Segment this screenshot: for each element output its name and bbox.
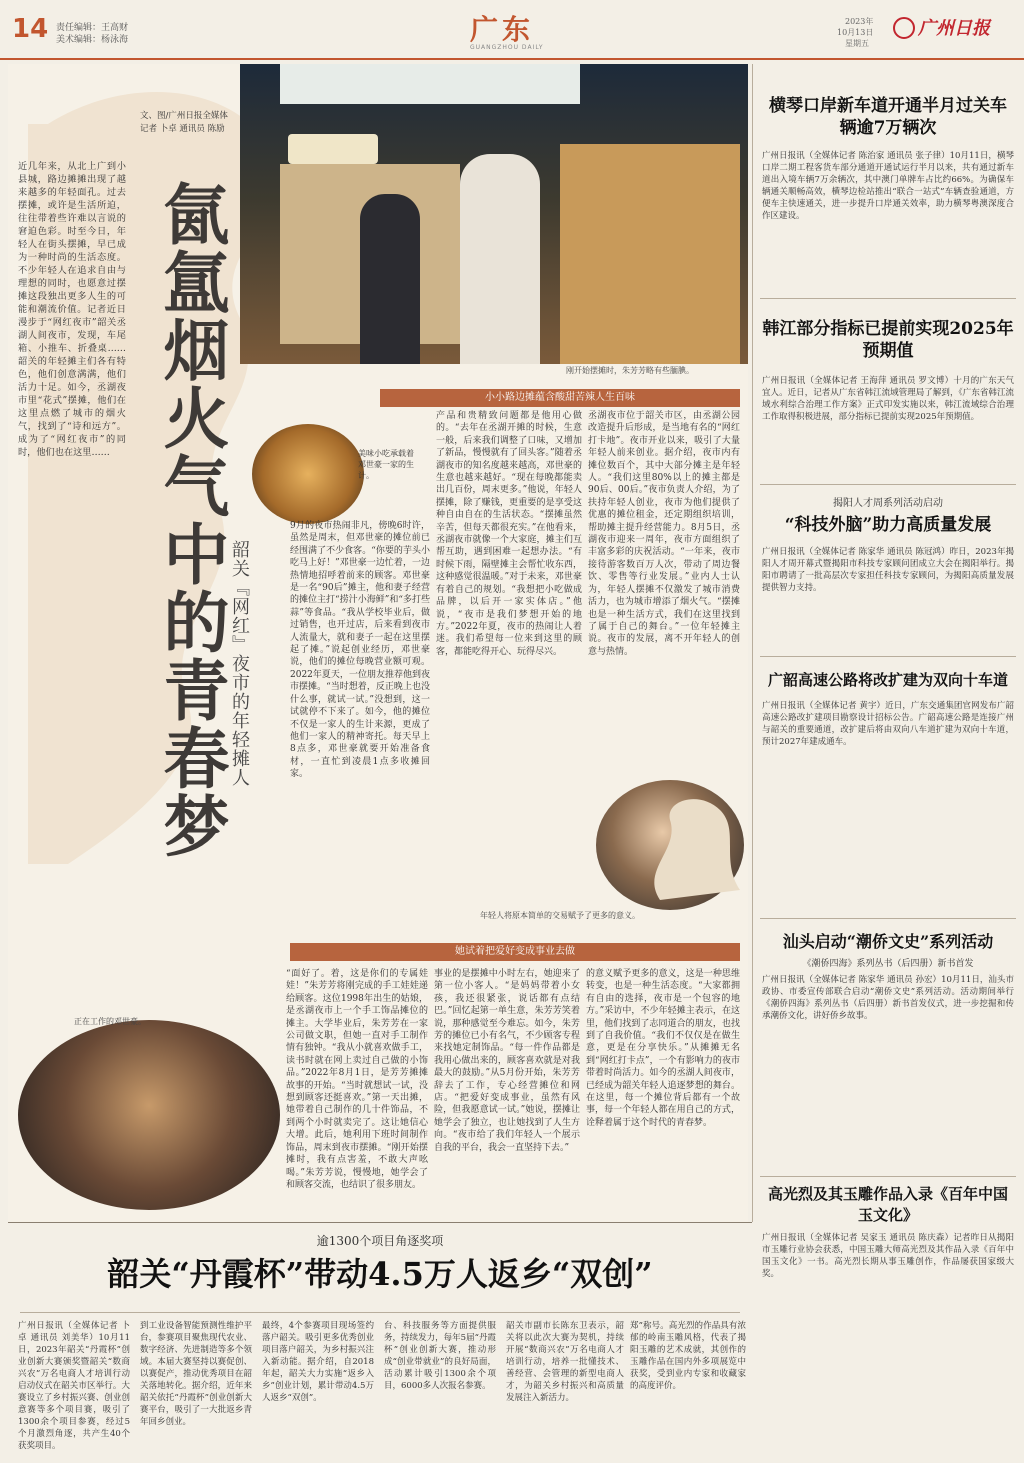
bottom-col-4: 台、科技服务等方面提供服务，持续发力，每年5届“丹霞杯”创业创新大赛，推动形成“创业带就业”的良好局面，活动累计吸引1300余个项目，6000多人次报名参赛。 <box>384 1321 496 1391</box>
page-number: 14 <box>12 14 49 44</box>
article-5-title: 汕头启动“潮侨文史”系列活动 <box>782 932 994 951</box>
article-4-body: 广州日报讯（全媒体记者 黄宇）近日，广东交通集团官网发布广韶高速公路改扩建项目勘察设计招标公告。广韶高速公路是连接广州与韶关的重要通道，改扩建后将由双向八车道扩建为双向十车道，预计2027年建成通车。 <box>762 701 1014 747</box>
masthead-divider <box>0 58 1024 60</box>
feature-col-3: 丞湖夜市位于韶关市区，由丞湖公园改造提升后形成，是当地有名的“网红打卡地”。夜市开业以来，吸引了大量年轻人前来创业。据介绍，夜市内有摊位数百个，其中大部分摊主是年轻人。“我们这里80%以上的摊主都是90后、00后。”夜市负责人介绍，为了扶持年轻人创业，夜市为他们提供了优惠的摊位租金，还定期组织培训，帮助摊主提升经营能力。8月5日，丞湖夜市迎来一周年，夜市方面组织了丰富多彩的庆祝活动。“一年来，夜市接待游客数百万人次，带动了周边餐饮、零售等行业发展。”业内人士认为，年轻人摆摊不仅激发了城市消费活力，也为城市增添了烟火气。“摆摊也是一种生活方式，我们在这里找到了属于自己的舞台。”一位年轻摊主说。夜市的发展，离不开年轻人的创意与热情。 <box>588 411 740 657</box>
section-bar-1: 小小路边摊蕴含酸甜苦辣人生百味 <box>380 389 740 407</box>
vendor-figure <box>460 154 540 364</box>
bottom-col-2: 到工业设备智能预测性维护平台，参赛项目聚焦现代农业、数字经济、先进制造等多个领域。本届大赛坚持以赛促创、以赛促产，推动优秀项目在韶关落地转化。据介绍，近年来韶关依托“丹霞杯”创业创新大赛平台，吸引了一大批返乡青年回乡创业。 <box>140 1321 252 1427</box>
weekday: 星期五 <box>845 39 869 48</box>
article-divider-4 <box>760 918 1016 919</box>
girl-photo-caption: 年轻人将原本简单的交易赋予了更多的意义。 <box>480 911 640 920</box>
article-1-body: 广州日报讯（全媒体记者 陈治家 通讯员 张子律）10月11日，横琴口岸二期工程客货车部分通道开通试运行半月以来，共有通过新车道出入境车辆7万余辆次，其中澳门单牌车占比约66%。为确保车辆通关顺畅高效，横琴边检站推出“联合一站式”车辆查验通道，方便车主快速通关，进一步提升口岸通关效率，助力横琴粤澳深度合作区建设。 <box>762 151 1014 221</box>
feature-intro: 近几年来，从北上广到小县城，路边摊摊出现了越来越多的年轻面孔。过去摆摊，或许是生活所迫，往往带着些许难以言说的窘迫色彩。时至今日，年轻人在街头摆摊，早已成为一种时尚的生活态度。不少年轻人在追求自由与理想的同时，也愿意过摆摊这段独出更多人生的可能和潮流价值。记者近日漫步于“网红夜市”韶关丞湖人间夜市，发现，车尾箱、小推车、折叠桌……韶关的年轻摊主们各有特色，他们创意满满，他们活力十足。如今，丞湖夜市里“花式”摆摊，他们在这里点燃了城市的烟火气，找到了“诗和远方”。成为了“网红夜市”的同时，他们也在这里…… <box>18 161 126 458</box>
feature-col-6: 的意义赋予更多的意义，这是一种思维转变，也是一种生活态度。“大家都拥有自由的选择，夜市是一个包容的地方。”采访中，不少年轻摊主表示，在这里，他们找到了志同道合的朋友，也找到了自我价值。“我们不仅仅是在做生意，更是在分享快乐。”从摊摊无名到“网红打卡点”，一个有影响力的夜市带着时尚活力。如今的丞湖人间夜市，已经成为韶关年轻人追逐梦想的舞台。在这里，每一个摊位背后都有一个故事，每一个年轻人都在用自己的方式，诠释着属于这个时代的青春梦。 <box>586 969 740 1128</box>
section-subtitle: GUANGZHOU DAILY <box>470 44 544 51</box>
article-1-title: 横琴口岸新车道开通半月过关车辆逾7万辆次 <box>769 96 1007 138</box>
bottom-col-5: 韶关市副市长陈东卫表示，韶关将以此次大赛为契机，持续开展“数商兴农”万名电商人才培训行动，培养一批懂技术、善经营、会管理的新型电商人才，为韶关乡村振兴和高质量发展注入新活力。 <box>506 1321 624 1403</box>
feature-col-4: “面好了。着，这是你们的专属娃娃！”朱芳芳将刚完成的手工娃娃递给顾客。这位1998年出生的姑娘，是丞湖夜市上一个手工饰品摊位的摊主。大学毕业后，朱芳芳在一家公司做文职，但她一直对手工制作情有独钟。“我从小就喜欢做手工，读书时就在网上卖过自己做的小饰品。”2022年8月1日，是芳芳摊摊故事的开始。“当时就想试一试，没想到顾客还挺喜欢。”第一天出摊，她带着自己制作的几十件饰品，不到两个小时就卖完了。这让她信心大增。此后，她利用下班时间制作饰品，周末到夜市摆摊。“刚开始摆摊时，我有点害羞，不敢大声吆喝。”朱芳芳说，慢慢地，她学会了和顾客交流，也结识了很多朋友。 <box>286 969 428 1190</box>
bottom-title-rule <box>20 1312 740 1313</box>
feature-title: 氤氲烟火气中的青春梦 <box>152 180 230 860</box>
vendor-photo <box>18 1020 280 1210</box>
top-photo-caption: 刚开始摆摊时，朱芳芳略有些腼腆。 <box>566 366 694 375</box>
bottom-divider <box>8 1222 752 1223</box>
feature-byline: 文、图/广州日报全媒体记者 卜卓 通讯员 陈励 <box>140 111 228 134</box>
right-column-divider <box>752 64 753 1222</box>
article-6-body: 广州日报讯（全媒体记者 吴家玉 通讯员 陈庆森）记者昨日从揭阳市玉雕行业协会获悉，中国玉雕大师高光烈及其作品入录《百年中国玉文化》一书。高光烈长期从事玉雕创作，作品屡获国家级大奖。 <box>762 1233 1014 1279</box>
article-3-title: “科技外脑”助力高质量发展 <box>784 515 992 535</box>
bottom-col-6: 郑”称号。高光烈的作品具有浓郁的岭南玉雕风格，代表了揭阳玉雕的艺术成就，其创作的玉雕作品在国内外多项展览中获奖，受到业内专家和收藏家的高度评价。 <box>630 1321 746 1391</box>
customer-figure <box>360 194 420 364</box>
paper-logo-icon <box>893 17 915 39</box>
feature-subtitle: 韶关『网红』夜市的年轻摊人 <box>229 540 250 787</box>
date-year: 2023年 <box>845 17 874 26</box>
article-5-body: 广州日报讯（全媒体记者 陈家华 通讯员 孙宏）10月11日，汕头市政协、市委宣传部联合启动“潮侨文史”系列活动。活动期间举行《潮侨四海》系列丛书（后四册）新书首发仪式，进一步挖掘和传承潮侨文化，讲好侨乡故事。 <box>762 975 1014 1021</box>
editor-credit: 责任编辑：王高财 <box>56 23 129 33</box>
article-6-title: 高光烈及其玉雕作品入录《百年中国玉文化》 <box>767 1185 1008 1224</box>
smoke-decoration-2 <box>640 790 750 910</box>
inset-food-photo <box>252 424 364 524</box>
right-stall <box>560 144 740 364</box>
vendor-photo-caption: 正在工作的邓世豪。 <box>74 1017 146 1026</box>
article-divider-5 <box>760 1176 1016 1177</box>
article-5-kicker: 《潮侨四海》系列丛书（后四册）新书首发 <box>802 959 974 969</box>
article-divider-3 <box>760 656 1016 657</box>
article-2-body: 广州日报讯（全媒体记者 王海萍 通讯员 罗文博）十月的广东天气宜人。近日，记者从广东省韩江流域管理局了解到，《广东省韩江流域水利综合治理工作方案》正式印发实施以来，韩江流域综合治理工作取得积极进展，部分指标已提前实现2025年预期值。 <box>762 376 1014 422</box>
top-photo <box>240 64 748 364</box>
article-3-kicker: 揭阳人才周系列活动启动 <box>833 498 943 509</box>
bottom-kicker: 逾1300个项目角逐奖项 <box>316 1234 444 1248</box>
bottom-col-3: 最终，4个参赛项目现场签约落户韶关。吸引更多优秀创业项目落户韶关，为乡村振兴注入新动能。据介绍，自2018年起，韶关大力实施“返乡入乡”创业计划，累计带动4.5万人返乡“双创”。 <box>262 1321 374 1403</box>
section-bar-2: 她试着把爱好变成事业去做 <box>290 943 740 961</box>
stall-sign <box>288 134 378 164</box>
section-title: 广东 <box>470 13 535 46</box>
article-4-title: 广韶高速公路将改扩建为双向十车道 <box>767 671 1008 689</box>
feature-col-5: 事业的是摆摊中小时左右，她迎来了第一位小客人。“是妈妈带着小女孩，我还很紧张，说话都有点结巴。”回忆起第一单生意，朱芳芳笑着说，那种感觉至今难忘。如今，朱芳芳的摊位已小有名气，不少顾客专程来找她定制饰品。“每一件作品都是我用心做出来的，顾客喜欢就是对我最大的鼓励。”从5月份开始，朱芳芳辞去了工作，专心经营摊位和网店。“把爱好变成事业，虽然有风险，但我愿意试一试。”她说，摆摊让她学会了独立，也让她找到了人生方向。“夜市给了我们年轻人一个展示自我的平台，我会一直坚持下去。” <box>434 969 580 1153</box>
feature-col-2: 产品和贵精致问题都是他用心做的。“去年在丞湖开摊的时候，生意一般，后来我们调整了口味，又增加了新品，慢慢就有了回头客。”随着丞湖夜市的知名度越来越高，邓世豪的生意也越来越好。“现在每晚都能卖出几百份，周末更多。”他说，年轻人摆摊，除了赚钱，更重要的是享受这种自由自在的生活状态。“摆摊虽然辛苦，但每天都很充实。”在他看来，丞湖夜市就像一个大家庭，摊主们互帮互助，遇到困难一起想办法。“有时候下雨，隔壁摊主会帮忙收东西，这种感觉很温暖。”对于未来，邓世豪有着自己的规划。“我想把小吃做成品牌，以后开一家实体店。”他说，“夜市是我们梦想开始的地方。”2022年夏，夜市的热闹让人着迷。我们希望每一位来到这里的顾客，都能吃得开心、玩得尽兴。 <box>436 411 582 657</box>
bottom-col-1: 广州日报讯（全媒体记者 卜卓 通讯员 刘美华）10月11日，2023年韶关“丹霞杯”创业创新大赛颁奖暨韶关“数商兴农”万名电商人才培训行动启动仪式在韶关市区举行。大赛设立了乡村振兴赛、创业创意赛等多个项目赛，吸引了1300余个项目参赛，经过5个月激烈角逐，共产生40个获奖项目。 <box>18 1321 130 1451</box>
date-md: 10月13日 <box>837 28 874 37</box>
inset-caption: 美味小吃承载着邓世豪一家的生计。 <box>358 449 414 480</box>
feature-col-1: 9月的夜市热闹非凡，傍晚6时许，虽然是周末，但邓世豪的摊位前已经围满了不少食客。“你要的芋头小吃马上好！”邓世豪一边忙着，一边热情地招呼着前来的顾客。邓世豪是一名“90后”摊主，他和妻子经营的摊位主打“捞汁小海鲜”和“多打些蒜”等食品。“我从学校毕业后，做过销售，也开过店，后来看到夜市人流量大，就和妻子一起在这里摆起了摊。”说起创业经历，邓世豪说，他们的摊位每晚营业额可观。2022年夏天，一位朋友推荐他到夜市摆摊。“当时想着，反正晚上也没什么事，就试一试。”没想到，这一试就停不下来了。如今，他的摊位不仅是一家人的生计来源，更成了他们一家人的精神寄托。每天早上8点多，邓世豪就要开始准备食材，一直忙到凌晨1点多收摊回家。 <box>290 521 430 780</box>
article-3-body: 广州日报讯（全媒体记者 陈家华 通讯员 陈冠鸿）昨日，2023年揭阳人才周开幕式暨揭阳市科技专家顾问团成立大会在揭阳举行。揭阳市聘请了一批高层次专家担任科技专家顾问，为揭阳高质量发展提供智力支持。 <box>762 547 1014 593</box>
article-divider-2 <box>760 484 1016 485</box>
bottom-title: 韶关“丹霞杯”带动4.5万人返乡“双创” <box>107 1255 653 1293</box>
stall-tent <box>280 64 580 104</box>
masthead <box>0 0 1024 62</box>
article-2-title: 韩江部分指标已提前实现2025年预期值 <box>762 319 1014 361</box>
art-editor-credit: 美术编辑：杨泳海 <box>56 35 129 45</box>
paper-name: 广州日报 <box>918 18 990 39</box>
article-divider-1 <box>760 298 1016 299</box>
